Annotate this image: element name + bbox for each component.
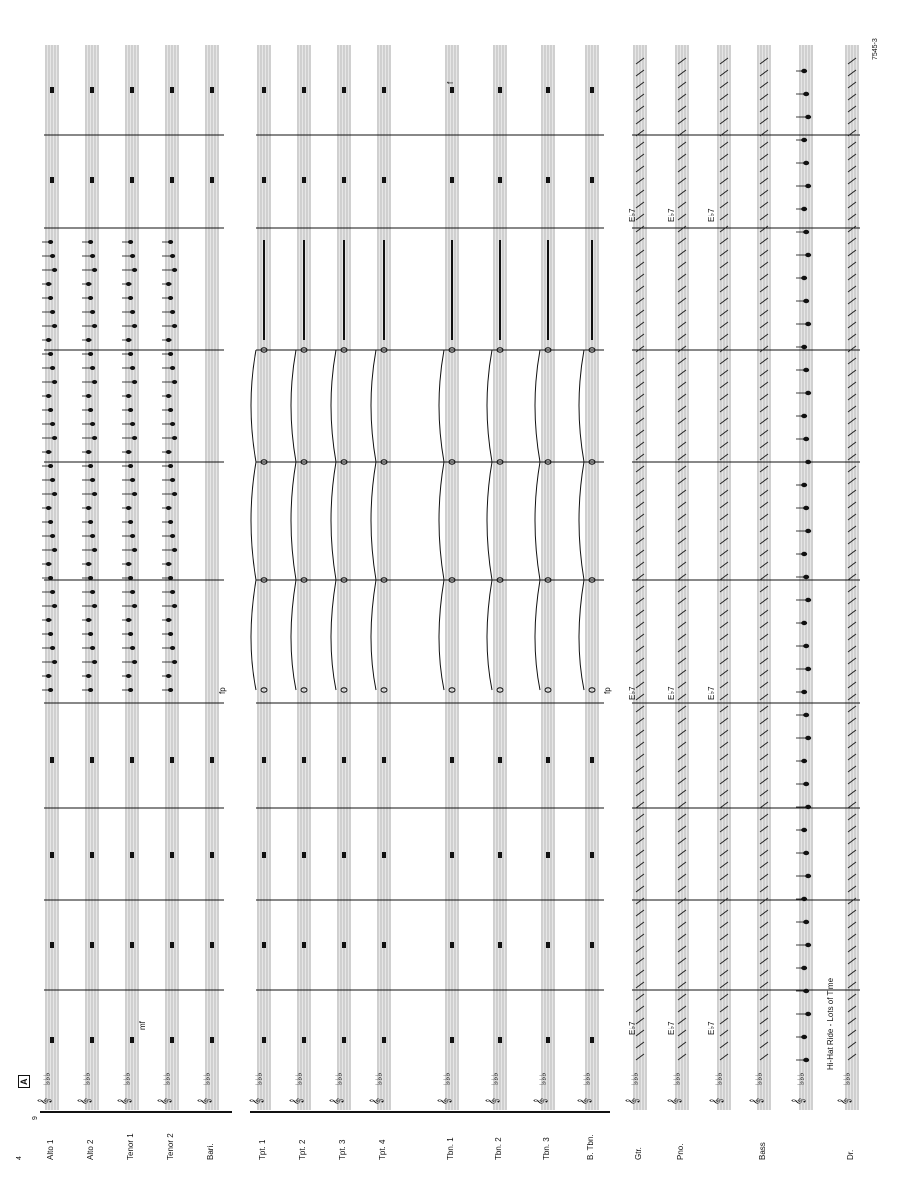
bass-note [805, 322, 811, 326]
whole-rest [302, 757, 306, 763]
sax-note [92, 660, 97, 664]
sax-note [92, 324, 97, 328]
whole-rest [382, 87, 386, 93]
whole-rest [546, 1037, 550, 1043]
whole-rest [302, 852, 306, 858]
instrument-label: Tpt. 3 [338, 1139, 347, 1160]
bass-note [805, 874, 811, 878]
clef-glyph: 𝄞 [485, 1097, 499, 1105]
tie [487, 580, 492, 690]
chord-symbol-gtr-3: E♭7 [628, 208, 637, 222]
sax-note [172, 268, 177, 272]
sax-note [52, 436, 57, 440]
sax-note [52, 548, 57, 552]
clef-glyph: 𝄞 [117, 1097, 131, 1105]
whole-rest [546, 177, 550, 183]
whole-rest [382, 1037, 386, 1043]
rehearsal-mark: A [18, 1076, 30, 1089]
sax-note [52, 492, 57, 496]
whole-rest [90, 942, 94, 948]
clef-glyph: 𝄞 [437, 1097, 451, 1105]
sax-note [132, 492, 137, 496]
whole-rest [170, 852, 174, 858]
whole-rest [50, 87, 54, 93]
sax-note [52, 660, 57, 664]
whole-rest [50, 177, 54, 183]
key-signature: ♭♭♭ [843, 1072, 853, 1085]
whole-rest [210, 852, 214, 858]
whole-rest [450, 757, 454, 763]
instrument-label: Tenor 1 [126, 1133, 135, 1160]
whole-rest [590, 177, 594, 183]
key-signature: ♭♭♭ [583, 1072, 593, 1085]
tie [331, 462, 336, 580]
whole-rest [170, 1037, 174, 1043]
whole-rest [90, 852, 94, 858]
bass-note [805, 667, 811, 671]
whole-rest [210, 942, 214, 948]
whole-rest [382, 757, 386, 763]
tie [371, 580, 376, 690]
bass-note [805, 253, 811, 257]
bass-note [805, 184, 811, 188]
whole-rest [90, 1037, 94, 1043]
dynamic-f-tbn: f [446, 81, 455, 84]
whole-rest [590, 852, 594, 858]
whole-rest [90, 757, 94, 763]
clef-glyph: 𝄞 [791, 1097, 805, 1105]
key-signature: ♭♭♭ [295, 1072, 305, 1085]
whole-rest [50, 1037, 54, 1043]
clef-glyph: 𝄞 [667, 1097, 681, 1105]
bass-note [805, 115, 811, 119]
whole-rest [450, 942, 454, 948]
whole-rest [130, 942, 134, 948]
whole-rest [90, 87, 94, 93]
whole-rest [262, 757, 266, 763]
key-signature: ♭♭♭ [755, 1072, 765, 1085]
whole-rest [342, 87, 346, 93]
sax-note [52, 324, 57, 328]
tie [251, 462, 256, 580]
tie [371, 462, 376, 580]
clef-glyph: 𝄞 [77, 1097, 91, 1105]
key-signature: ♭♭♭ [203, 1072, 213, 1085]
whole-rest [590, 757, 594, 763]
tie [535, 580, 540, 690]
tie [535, 462, 540, 580]
whole-rest [130, 852, 134, 858]
instrument-label: Pno. [676, 1143, 685, 1160]
chord-symbol-pno-2: E♭7 [667, 686, 676, 700]
sax-note [132, 548, 137, 552]
clef-glyph: 𝄞 [577, 1097, 591, 1105]
sax-note [92, 492, 97, 496]
chord-symbol-bass-1: E♭7 [707, 1021, 716, 1035]
instrument-label: Bass [758, 1142, 767, 1160]
whole-rest [50, 757, 54, 763]
instrument-label: B. Tbn. [586, 1134, 595, 1160]
whole-rest [302, 942, 306, 948]
whole-rest [450, 1037, 454, 1043]
instrument-label: Tpt. 4 [378, 1139, 387, 1160]
instrument-label: Alto 2 [86, 1139, 95, 1160]
whole-rest [302, 1037, 306, 1043]
tie [291, 580, 296, 690]
clef-glyph: 𝄞 [369, 1097, 383, 1105]
whole-rest [450, 87, 454, 93]
sax-note [132, 604, 137, 608]
instrument-label: Tpt. 2 [298, 1139, 307, 1160]
tie [579, 462, 584, 580]
footer-mark: 7545-3 [872, 38, 879, 60]
bass-note [805, 943, 811, 947]
key-signature: ♭♭♭ [375, 1072, 385, 1085]
clef-glyph: 𝄞 [37, 1097, 51, 1105]
sax-note [52, 380, 57, 384]
instrument-label: Tenor 2 [166, 1133, 175, 1160]
whole-rest [450, 852, 454, 858]
chord-symbol-pno-1: E♭7 [667, 1021, 676, 1035]
whole-rest [498, 942, 502, 948]
tie [331, 350, 336, 462]
whole-rest [382, 177, 386, 183]
key-signature: ♭♭♭ [539, 1072, 549, 1085]
whole-rest [262, 942, 266, 948]
whole-rest [342, 942, 346, 948]
tie [371, 350, 376, 462]
whole-rest [50, 942, 54, 948]
instrument-label: Bari. [206, 1143, 215, 1160]
whole-rest [302, 177, 306, 183]
bass-note [805, 529, 811, 533]
sax-note [172, 548, 177, 552]
whole-rest [342, 757, 346, 763]
whole-rest [50, 852, 54, 858]
whole-rest [302, 87, 306, 93]
clef-glyph: 𝄞 [533, 1097, 547, 1105]
tie [291, 350, 296, 462]
key-signature: ♭♭♭ [83, 1072, 93, 1085]
whole-rest [382, 942, 386, 948]
tie [251, 350, 256, 462]
whole-rest [262, 177, 266, 183]
clef-glyph: 𝄞 [837, 1097, 851, 1105]
clef-glyph: 𝄞 [197, 1097, 211, 1105]
instrument-label: Tbn. 3 [542, 1137, 551, 1160]
chord-symbol-gtr-1: E♭7 [628, 1021, 637, 1035]
bass-note [805, 1012, 811, 1016]
key-signature: ♭♭♭ [715, 1072, 725, 1085]
bass-note [805, 391, 811, 395]
tie [487, 462, 492, 580]
sax-note [132, 324, 137, 328]
whole-rest [342, 852, 346, 858]
sax-note [132, 268, 137, 272]
tie [251, 580, 256, 690]
whole-rest [170, 87, 174, 93]
key-signature: ♭♭♭ [797, 1072, 807, 1085]
dynamic-mf-sax: mf [138, 1021, 147, 1030]
sax-note [132, 380, 137, 384]
sax-note [172, 380, 177, 384]
tie [291, 462, 296, 580]
whole-rest [210, 757, 214, 763]
measure-number: 9 [32, 1116, 39, 1120]
sax-note [172, 324, 177, 328]
whole-rest [210, 87, 214, 93]
whole-rest [90, 177, 94, 183]
instrument-label: Tbn. 2 [494, 1137, 503, 1160]
instrument-label: Tbn. 1 [446, 1137, 455, 1160]
clef-glyph: 𝄞 [249, 1097, 263, 1105]
whole-rest [498, 1037, 502, 1043]
whole-rest [262, 87, 266, 93]
whole-rest [498, 87, 502, 93]
tie [487, 350, 492, 462]
whole-rest [546, 87, 550, 93]
sax-note [92, 436, 97, 440]
key-signature: ♭♭♭ [123, 1072, 133, 1085]
clef-glyph: 𝄞 [289, 1097, 303, 1105]
whole-rest [130, 1037, 134, 1043]
tie [535, 350, 540, 462]
whole-rest [342, 1037, 346, 1043]
sax-note [132, 436, 137, 440]
sax-note [172, 492, 177, 496]
whole-rest [210, 177, 214, 183]
bass-note [805, 805, 811, 809]
whole-rest [130, 87, 134, 93]
sax-note [132, 660, 137, 664]
tie [439, 350, 444, 462]
bass-note [805, 460, 811, 464]
key-signature: ♭♭♭ [255, 1072, 265, 1085]
chord-symbol-pno-3: E♭7 [667, 208, 676, 222]
clef-glyph: 𝄞 [625, 1097, 639, 1105]
whole-rest [130, 757, 134, 763]
whole-rest [262, 852, 266, 858]
instrument-label: Gtr. [634, 1147, 643, 1160]
dynamic-fp-tbn: fp [603, 687, 612, 694]
whole-rest [498, 177, 502, 183]
whole-rest [130, 177, 134, 183]
clef-glyph: 𝄞 [749, 1097, 763, 1105]
page-number: 4 [16, 1156, 23, 1160]
whole-rest [450, 177, 454, 183]
key-signature: ♭♭♭ [491, 1072, 501, 1085]
sax-note [92, 604, 97, 608]
whole-rest [170, 177, 174, 183]
tie [579, 580, 584, 690]
bass-note [805, 736, 811, 740]
whole-rest [210, 1037, 214, 1043]
clef-glyph: 𝄞 [329, 1097, 343, 1105]
sax-note [172, 436, 177, 440]
clef-glyph: 𝄞 [709, 1097, 723, 1105]
chord-symbol-bass-3: E♭7 [707, 208, 716, 222]
instrument-label: Alto 1 [46, 1139, 55, 1160]
key-signature: ♭♭♭ [43, 1072, 53, 1085]
instrument-label: Dr. [846, 1149, 855, 1160]
whole-rest [590, 87, 594, 93]
tie [439, 462, 444, 580]
sax-note [92, 380, 97, 384]
drum-instruction: Hi-Hat Ride - Lots of Time [826, 977, 835, 1070]
tie [579, 350, 584, 462]
bass-note [805, 598, 811, 602]
tie [331, 580, 336, 690]
dynamic-fp-tpt: fp [218, 687, 227, 694]
key-signature: ♭♭♭ [335, 1072, 345, 1085]
whole-rest [170, 757, 174, 763]
whole-rest [498, 757, 502, 763]
instrument-label: Tpt. 1 [258, 1139, 267, 1160]
whole-rest [382, 852, 386, 858]
whole-rest [342, 177, 346, 183]
whole-rest [546, 942, 550, 948]
tie [439, 580, 444, 690]
key-signature: ♭♭♭ [443, 1072, 453, 1085]
whole-rest [546, 852, 550, 858]
key-signature: ♭♭♭ [163, 1072, 173, 1085]
clef-glyph: 𝄞 [157, 1097, 171, 1105]
whole-rest [170, 942, 174, 948]
whole-rest [262, 1037, 266, 1043]
whole-rest [590, 942, 594, 948]
whole-rest [498, 852, 502, 858]
key-signature: ♭♭♭ [673, 1072, 683, 1085]
chord-symbol-bass-2: E♭7 [707, 686, 716, 700]
sax-note [92, 268, 97, 272]
whole-rest [546, 757, 550, 763]
sax-note [52, 268, 57, 272]
whole-rest [590, 1037, 594, 1043]
key-signature: ♭♭♭ [631, 1072, 641, 1085]
chord-symbol-gtr-2: E♭7 [628, 686, 637, 700]
sax-note [92, 548, 97, 552]
sax-note [52, 604, 57, 608]
sax-note [172, 604, 177, 608]
sax-note [172, 660, 177, 664]
